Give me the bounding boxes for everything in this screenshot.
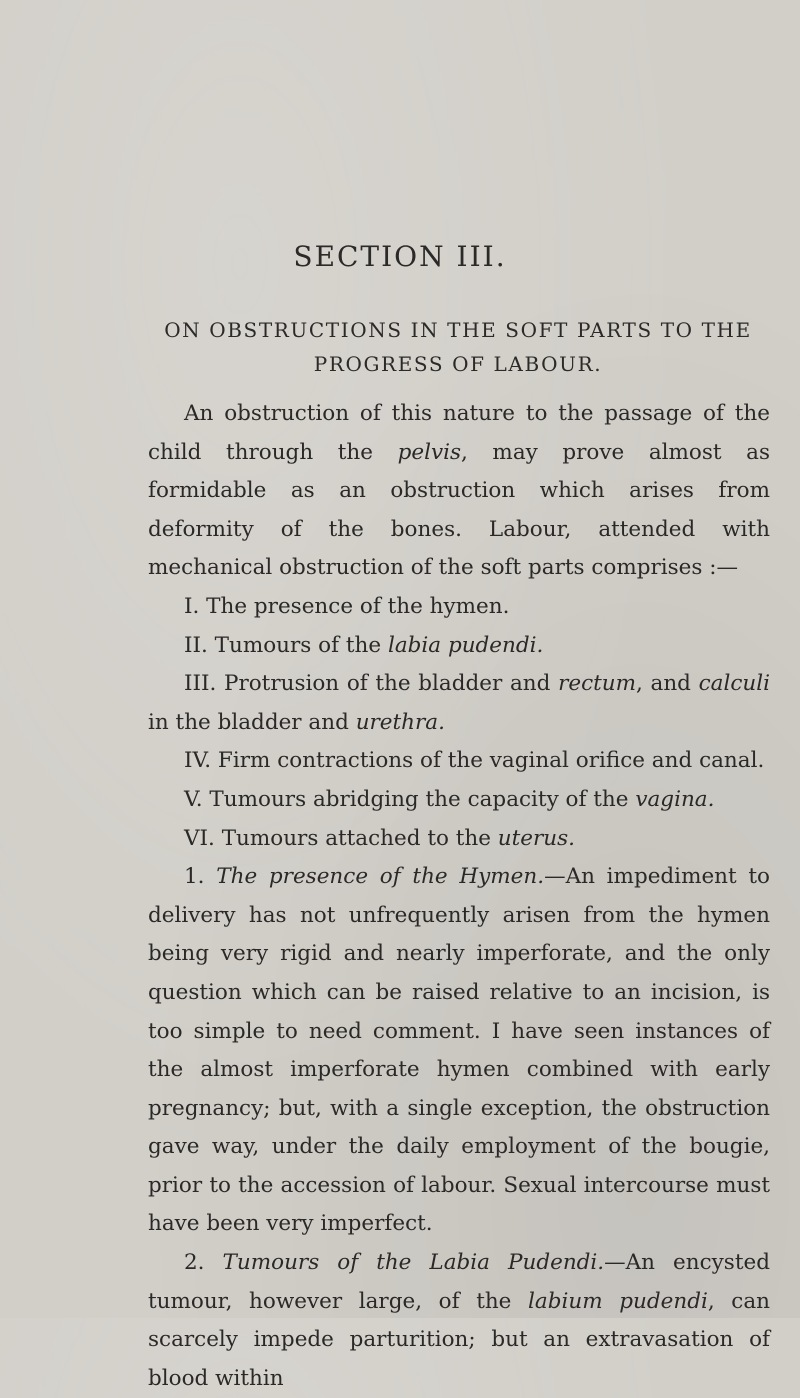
italic-term: vagina.	[635, 786, 715, 812]
italic-term: urethra.	[355, 709, 445, 735]
list-item-4: IV. Firm contractions of the vaginal orifice and canal.	[184, 748, 765, 774]
section-title: SECTION III.	[293, 240, 507, 273]
list-item-5: V. Tumours abridging the capacity of the vagina.	[184, 786, 715, 812]
paragraph-1-heading: The presence of the Hymen.	[216, 864, 545, 890]
italic-term: labium pudendi	[528, 1288, 708, 1314]
paragraph-1: 1. The presence of the Hymen.—An impediment to delivery has not unfrequently arisen from the hymen being very rigid and nearly imperforate, and the only question which can be raised relative to an incision, is too simple to need comment. I have seen instances of the almost imperforate hymen combined with early pregnancy; but, with a single exception, the obstruction gave way, under the daily employment of the bougie, prior to the accession of labour. Sexual intercourse must have been very imperfect.	[148, 864, 770, 1237]
list-item-3: III. Protrusion of the bladder and rectum, and calculi in the bladder and urethra.	[148, 671, 770, 735]
italic-term: pelvis	[397, 439, 461, 465]
section-subtitle: ON OBSTRUCTIONS IN THE SOFT PARTS TO THE PROGRESS OF LABOUR.	[164, 318, 752, 376]
paragraph-2-heading: Tumours of the Labia Pudendi.	[222, 1250, 605, 1276]
italic-term: uterus.	[497, 825, 575, 851]
italic-term: rectum	[558, 671, 636, 697]
list-item-2: II. Tumours of the labia pudendi.	[184, 632, 544, 658]
body-text	[148, 395, 770, 1398]
italic-term: labia pudendi.	[387, 632, 544, 658]
list-item-6: VI. Tumours attached to the uterus.	[184, 825, 575, 851]
intro-paragraph: An obstruction of this nature to the passage of the child through the pelvis, may prove almost as formidable as an obstruction which arises from deformity of the bones. Labour, attended with mechanical obstruction of the soft parts comprises :—	[148, 401, 770, 581]
italic-term: calculi	[698, 671, 770, 697]
paragraph-2: 2. Tumours of the Labia Pudendi.—An encysted tumour, however large, of the labium pudendi, can scarcely impede parturition; but an extravasation of blood within	[148, 1250, 770, 1391]
list-item-1: I. The presence of the hymen.	[184, 593, 510, 619]
